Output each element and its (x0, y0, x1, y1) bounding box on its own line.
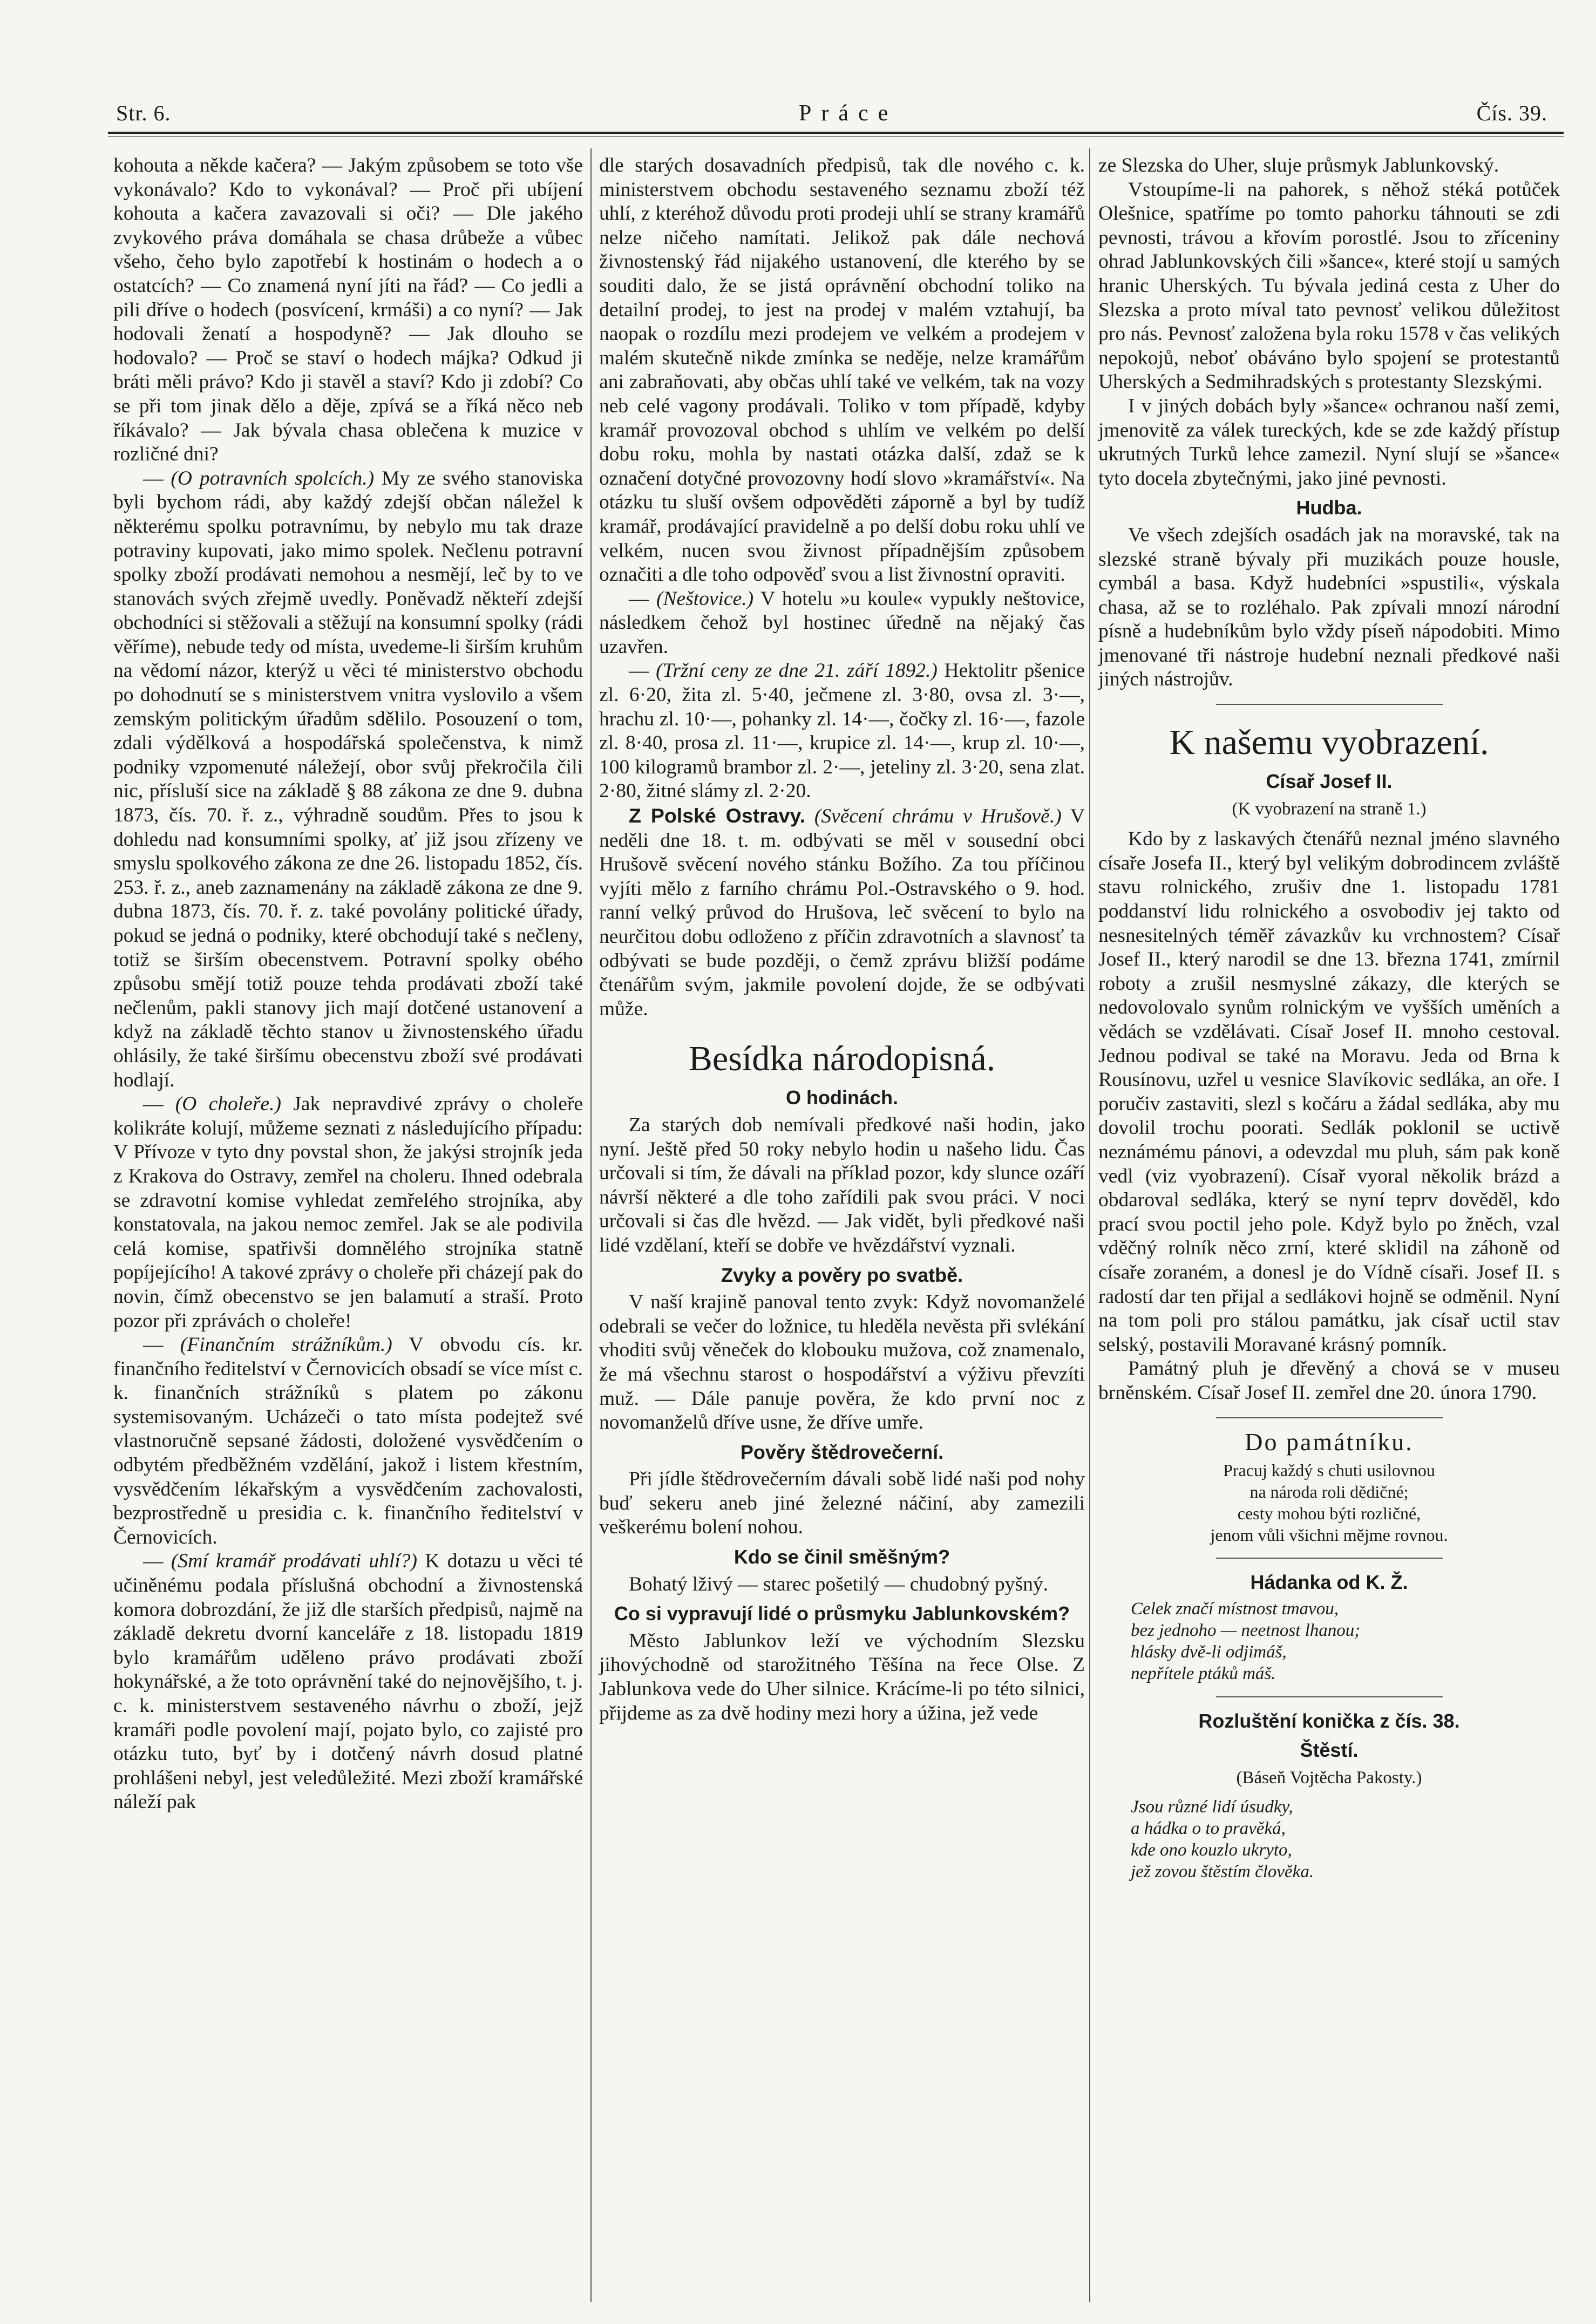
note: (Báseň Vojtěcha Pakosty.) (1236, 1768, 1422, 1788)
subheading: Císař Josef II. (1266, 770, 1393, 793)
separator (1216, 704, 1443, 705)
column-2 (599, 154, 1085, 1725)
column-1 (113, 154, 583, 1815)
poem-line: cesty mohou býti rozličné, (1237, 1504, 1421, 1524)
poem (1131, 1796, 1560, 1883)
article-title: (O potravních spolcích.) (171, 467, 375, 490)
poem-line: a hádka o to pravěká, (1131, 1819, 1286, 1839)
poem-line: Pracuj každý s chuti usilovnou (1223, 1460, 1435, 1480)
note: (K vyobrazení na straně 1.) (1232, 799, 1427, 819)
article-paragraph: ze Slezska do Uher, sluje průsmyk Jablunkovský. (1098, 154, 1499, 176)
column-divider (1089, 148, 1090, 2302)
article-paragraph: — (Tržní ceny ze dne 21. září 1892.) Hektolitr pšenice zl. 6·20, žita zl. 5·40, ječmene zl. 3·80, ovsa zl. 3·—, hrachu zl. 10·—, pohanky zl. 14·—, čočky zl. 16·—, fazole zl. 8·40, prosa zl. 11·—, krupice zl. 14·—, krup zl. 10·—, 100 kilogramů brambor zl. 2·—, jeteliny zl. 3·20, sena zlat. 2·80, žitné slámy zl. 2·20. (599, 660, 1085, 803)
article-paragraph: — (Neštovice.) V hotelu »u koule« vypukly neštovice, následkem čehož byl hostinec úředně na nějaký čas uzavřen. (599, 587, 1085, 658)
section-heading: Besídka národopisná. (688, 1039, 996, 1079)
subheading: O hodinách. (785, 1086, 898, 1109)
subheading: Pověry štědrovečerní. (740, 1440, 944, 1463)
article-title: (Smí kramář prodávati uhlí?) (171, 1550, 418, 1573)
article-paragraph: Bohatý lživý — starec pošetilý — chudobný pyšný. (629, 1573, 1048, 1595)
article-title: (Finančním strážníkům.) (180, 1334, 392, 1356)
issue-number: Čís. 39. (1476, 101, 1547, 125)
page-number: Str. 6. (116, 101, 171, 125)
article-paragraph: — (Finančním strážníkům.) V obvodu cís. kr. finančního ředitelství v Černovicích obsadí se více míst c. k. finančních strážníků s platem po zákonu systemisovaným. Ucházeči o tato místa podejtež své vlastnoručně sepsané žádosti, doložené vysvědčením o odbytém předběžném vzdělání, jakož i listem křestním, vysvědčením lékařským a vysvědčením zachovalosti, bezprostředně u presidia c. k. finančního ředitelství v Černovicích. (113, 1334, 583, 1548)
column-3 (1098, 154, 1560, 1883)
article-title: (Neštovice.) (656, 587, 754, 610)
subheading: Zvyky a pověry po svatbě. (721, 1263, 963, 1286)
poem-line: jež zovou štěstím člověka. (1131, 1862, 1314, 1882)
poem-line: kde ono kouzlo ukryto, (1131, 1840, 1292, 1860)
article-paragraph: Vstoupíme-li na pahorek, s něhož stéká potůček Olešnice, spatříme po tomto pahorku táhnouti se zdi pevnosti, trávou a křovím porostlé. Jsou to zříceniny ohrad Jablunkovských čili »šance«, které stojí u samých hranic Uherských. Tu bývala jediná cesta z Uher do Slezska a proto míval tato pevnosť velikou důležitost pro nás. Pevnosť založena byla roku 1578 v čas velikých nepokojů, neboť obáváno bylo spojení se protestantů Uherských a Sedmihradských s protestanty Slezskými. (1098, 178, 1560, 393)
article-paragraph: I v jiných dobách byly »šance« ochranou naší zemi, jmenovitě za válek tureckých, kde se zde každý přístup ukrutných Turků lehce zamezil. Nyní slují se »šance« tyto docela zbytečnými, jako jiné pevnosti. (1098, 395, 1560, 490)
poem (1098, 1459, 1560, 1546)
article-paragraph: Při jídle štědrovečerním dávali sobě lidé naši pod nohy buď sekeru aneb jiné železné náčiní, aby zamezili veškerému bolení nohou. (599, 1468, 1085, 1539)
newspaper-title: Práce (799, 101, 898, 126)
article-paragraph: Město Jablunkov leží ve východním Slezsku jihovýchodně od starožitného Těšína na řece Olse. Z Jablunkova vede do Uher silnice. Krácíme-li po této silnici, přijdeme as za dvě hodiny mezi hory a úžina, jež vede (599, 1629, 1085, 1724)
poem-line: Celek značí místnost tmavou, (1131, 1599, 1339, 1619)
header-rule-thin (108, 136, 1564, 137)
poem-line: Jsou různé lidí úsudky, (1131, 1797, 1293, 1817)
article-paragraph: — (O potravních spolcích.) My ze svého stanoviska byli bychom rádi, aby každý zdejší občan náležel k některému spolku potravnímu, by nebylo mu tak draze potraviny kupovati, jako mimo spolek. Nečlenu potravní spolky zboží prodávati nemohou a nesmějí, leč by to ve stanovách svých zřejmě uvedly. Poněvadž někteří zdejší obchodníci si stěžovali a stěžují na konsumní spolky (rádi věříme), nebude tedy od místa, uvedeme-li širším kruhům na vědomí názor, kterýž u věci té ministerstvo obchodu po dohodnutí se s ministerstvem vnitra vyslovilo a všem zemským politickým úřadům sdělilo. Posouzení o tom, zdali výdělková a hospodářská společenstva, k nimž podniky vzpomenuté náležejí, obor svůj překročila čili nic, přísluší sice na základě § 88 zákona ze dne 9. dubna 1873, čís. 70. ř. z., výhradně soudům. Přes to jsou k dohledu nad konsumními spolky, ať již jsou zřízeny ve smyslu spolkového zákona ze dne 26. listopadu 1852, čís. 253. ř. z., aneb zaznamenány na základě zákona ze dne 9. dubna 1873, čís. 70. ř. z. také povolány politické úřady, pokud se jedná o podniky, které obchodují také s nečleny, totiž se širším obecenstvem. Potravní spolky obého způsobu smějí totiž pouze tehda prodávati zboží také nečlenům, pakli stanovy jich mají dotčené ustanovení a když na základě těchto stanov u živnostenského úřadu ohlásily, že také širšímu obecenstvu zboží své prodávati hodlají. (113, 467, 583, 1091)
article-paragraph: — (O choleře.) Jak nepravdivé zprávy o choleře kolikráte kolují, můžeme seznati z následujícího případu: V Přívoze v tyto dny povstal shon, že jakýsi strojník jeda z Krakova do Ostravy, zemřel na choleru. Ihned odebrala se zdravotní komise vyhledat zemřelého strojníka, aby konstatovala, na jakou nemoc zemřel. Jak se ale podivila celá komise, spatřivši domnělého strojníka statně popíjejícího! A takové zprávy o choleře při cházejí pak do novin, čímž obecenstvo se jen balamutí a straší. Proto pozor při zprávách o choleře! (113, 1093, 583, 1332)
subheading: Kdo se činil směšným? (734, 1546, 950, 1568)
article-paragraph: Za starých dob nemívali předkové naši hodin, jako nyní. Ještě před 50 roky nebylo hodin u našeho lidu. Čas určovali si tím, že dávali na příklad pozor, kdy slunce ozáří návrší některé a dle toho zařídili pak svou práci. V noci určovali si čas dle hvězd. — Jak vidět, byli předkové naši lidé vzdělaní, kteří se dobře ve hvězdářství vyznali. (599, 1113, 1085, 1256)
article-paragraph: V naší krajině panoval tento zvyk: Když novomanželé odebrali se večer do ložnice, tu hleděla nevěsta při svlékání vhoditi svůj věneček do klobouku mužova, což znamenalo, že má všechnu starost o hospodářství a výživu převzíti muž. — Dále panuje pověra, že kdo první noc z novomanželů dříve usne, že dříve umře. (599, 1291, 1085, 1434)
article-paragraph: Ve všech zdejších osadách jak na moravské, tak na slezské straně bývaly při muzikách pouze housle, cymbál a basa. Když hudebníci »spustili«, výskala chasa, až se to rozléhalo. Pak zpívali mnozí národní písně a hudebníkům bylo vždy píseň nápodobiti. Mimo jmenované tři nástroje hudební neznali předkové naši jiných nástrojův. (1098, 524, 1560, 691)
separator (1216, 1417, 1443, 1418)
subheading: Štěstí. (1300, 1739, 1359, 1762)
riddle (1131, 1598, 1560, 1684)
article-title: (Tržní ceny ze dne 21. září 1892.) (656, 660, 938, 682)
poem-line: jenom vůli všichni mějme rovnou. (1210, 1525, 1448, 1545)
poem-line: na národa roli dědičné; (1249, 1482, 1409, 1502)
separator (1216, 1558, 1443, 1559)
article-paragraph: Památný pluh je dřevěný a chová se v museu brněnském. Císař Josef II. zemřel dne 20. února 1790. (1098, 1357, 1560, 1404)
poem-line: bez jednoho — neetnost lhanou; (1131, 1620, 1361, 1640)
poem-line: nepřítele ptáků máš. (1131, 1663, 1276, 1683)
article-title: (O choleře.) (175, 1093, 281, 1116)
article-paragraph: kohouta a někde kačera? — Jakým způsobem se toto vše vykonávalo? Kdo to vykonával? — Proč při ubíjení kohouta a kačera zavazovali si oči? — Dle jakého zvykového práva domáhala se chasa drůbeže a vůbec všeho, čeho bylo zapotřebí k hostinám o hodech a o ostatcích? — Co znamená nyní jíti na řád? — Co jedli a pili dříve o hodech (posvícení, krmáši) a co nyní? — Jak hodovali ženatí a hospodyně? — Jak dlouho se hodovalo? — Proč se staví o hodech májka? Odkud ji bráti měli právo? Kdo ji stavěl a staví? Kdo ji zdobí? Co se při tom jinak dělo a děje, zpívá se a říká něco neb říkávalo? — Jak bývala chasa oblečena k muzice v rozličné dni? (113, 154, 583, 466)
subheading: Hudba. (1296, 497, 1362, 519)
article-paragraph: dle starých dosavadních předpisů, tak dle nového c. k. ministerstvem obchodu sestaveného seznamu zboží též uhlí, z kteréhož důvodu proti prodeji uhlí se strany kramářů nelze ničeho namítati. Jelikož pak dále nechová živnostenský řád nijakého ustanovení, dle kterého by se souditi dalo, že se jistá oprávnění obchodní toliko na detailní prodej, to jest na prodej v malém vztahují, ba naopak o rozdílu mezi prodejem ve velkém a prodejem v malém skutečně nikde zmínka se neděje, nelze kramářům ani zabraňovati, aby občas uhlí také ve velkém, tak na vozy neb celé vagony prodávali. Toliko v tom případě, kdyby kramář provozoval obchod s uhlím ve velkém po delší dobu roku, mohla by nastati otázka další, zdaž se k označení dotyčné provozovny hodí slovo »kramářství«. Na otázku tu sluší ovšem odpověděti záporně a byl by tudíž kramář, prodávající pravidelně a po delší dobu roku uhlí ve velkém, nucen svou živnost případnějším způsobem označiti a dle toho odpověď svou a list živnostní opraviti. (599, 154, 1085, 586)
separator (1216, 1696, 1443, 1697)
section-heading: K našemu vyobrazení. (1169, 723, 1489, 763)
section-heading: Do památníku. (1245, 1428, 1414, 1456)
column-divider (590, 148, 592, 2302)
article-title: (Svěcení chrámu v Hrušově.) (814, 805, 1062, 828)
poem-line: hlásky dvě-li odjimáš, (1131, 1642, 1287, 1662)
subheading: Rozluštění konička z čís. 38. (1198, 1709, 1460, 1732)
subheading: Co si vypravují lidé o průsmyku Jablunkovském? (614, 1602, 1070, 1625)
header-rule (108, 132, 1564, 134)
article-paragraph: — (Smí kramář prodávati uhlí?) K dotazu u věci té učiněnému podala příslušná obchodní a živnostenská komora dobrozdání, že již dle starších předpisů, najmě na základě dekretu dvorní kanceláře z 18. listopadu 1819 bylo kramářům uděleno právo prodávati zboží hokynářské, a že toto oprávnění také do nejnovějšího, t. j. c. k. ministerstvem sestaveného návrhu o zboží, jejž kramáři podle povolení mají, pojato bylo, co zajisté pro otázku tuto, byť by i dotčený návrh dosud platné prohlášeni nebyl, jest veledůležité. Mezi zboží kramářské náleží pak (113, 1550, 583, 1813)
subheading: Hádanka od K. Ž. (1250, 1571, 1408, 1594)
article-paragraph: Kdo by z laskavých čtenářů neznal jméno slavného císaře Josefa II., který byl velikým dobrodincem zvláště stavu rolnického, zrušiv dne 1. listopadu 1781 poddanství lidu rolnického a osvobodiv jej takto od nesnesitelných téměř závazkův ku vrchnostem? Císař Josef II., který narodil se dne 13. března 1741, zmírnil roboty a zrušil nesmyslné zákazy, dle kterých se nedovolovalo synům rolnickým ve vyšších uměních a vědách se vzdělávati. Císař Josef II. mnoho cestoval. Jednou podival se také na Moravu. Jeda od Brna k Rousínovu, uzřel u vesnice Slavíkovic sedláka, an oře. I poručiv zastaviti, slezl s kočáru a žádal sedláka, aby mu dovolil trochu poorati. Sedlák poklonil se uctivě neznámému pánovi, a odevzdal mu pluh, sám pak koně vedl (viz vyobrazení). Císař vyoral několik brázd a obdaroval sedláka, který se nyní teprv dověděl, kdo prací svou poctil jeho pole. Když bylo po žněch, vzal vděčný rolník něco zrní, které sklidil na záhoně od císaře zoraném, a donesl je do Vídně císaři. Josef II. s radostí dar ten přijal a sedlákovi hojně se odměnil. Nyní na tom poli pro stálou památku, jak císař uctil stav selský, postavili Moravané krásný pomník. (1098, 828, 1560, 1356)
place-heading: Z Polské Ostravy. (629, 804, 805, 827)
article-paragraph: Z Polské Ostravy. (Svěcení chrámu v Hrušově.) V neděli dne 18. t. m. odbývati se měl v sousední obci Hrušově svěcení nového stánku Božího. Za tou příčinou vyjíti mělo z farního chrámu Pol.-Ostravského o 9. hod. ranní velký průvod do Hrušova, leč svěcení to bylo na neurčitou dobu odloženo z příčin zdravotních a slavnosť ta odbývati se bude později, o čemž zprávu bližší podáme čtenářům svým, jakmile povolení dojde, že se odbývati může. (599, 804, 1085, 1020)
